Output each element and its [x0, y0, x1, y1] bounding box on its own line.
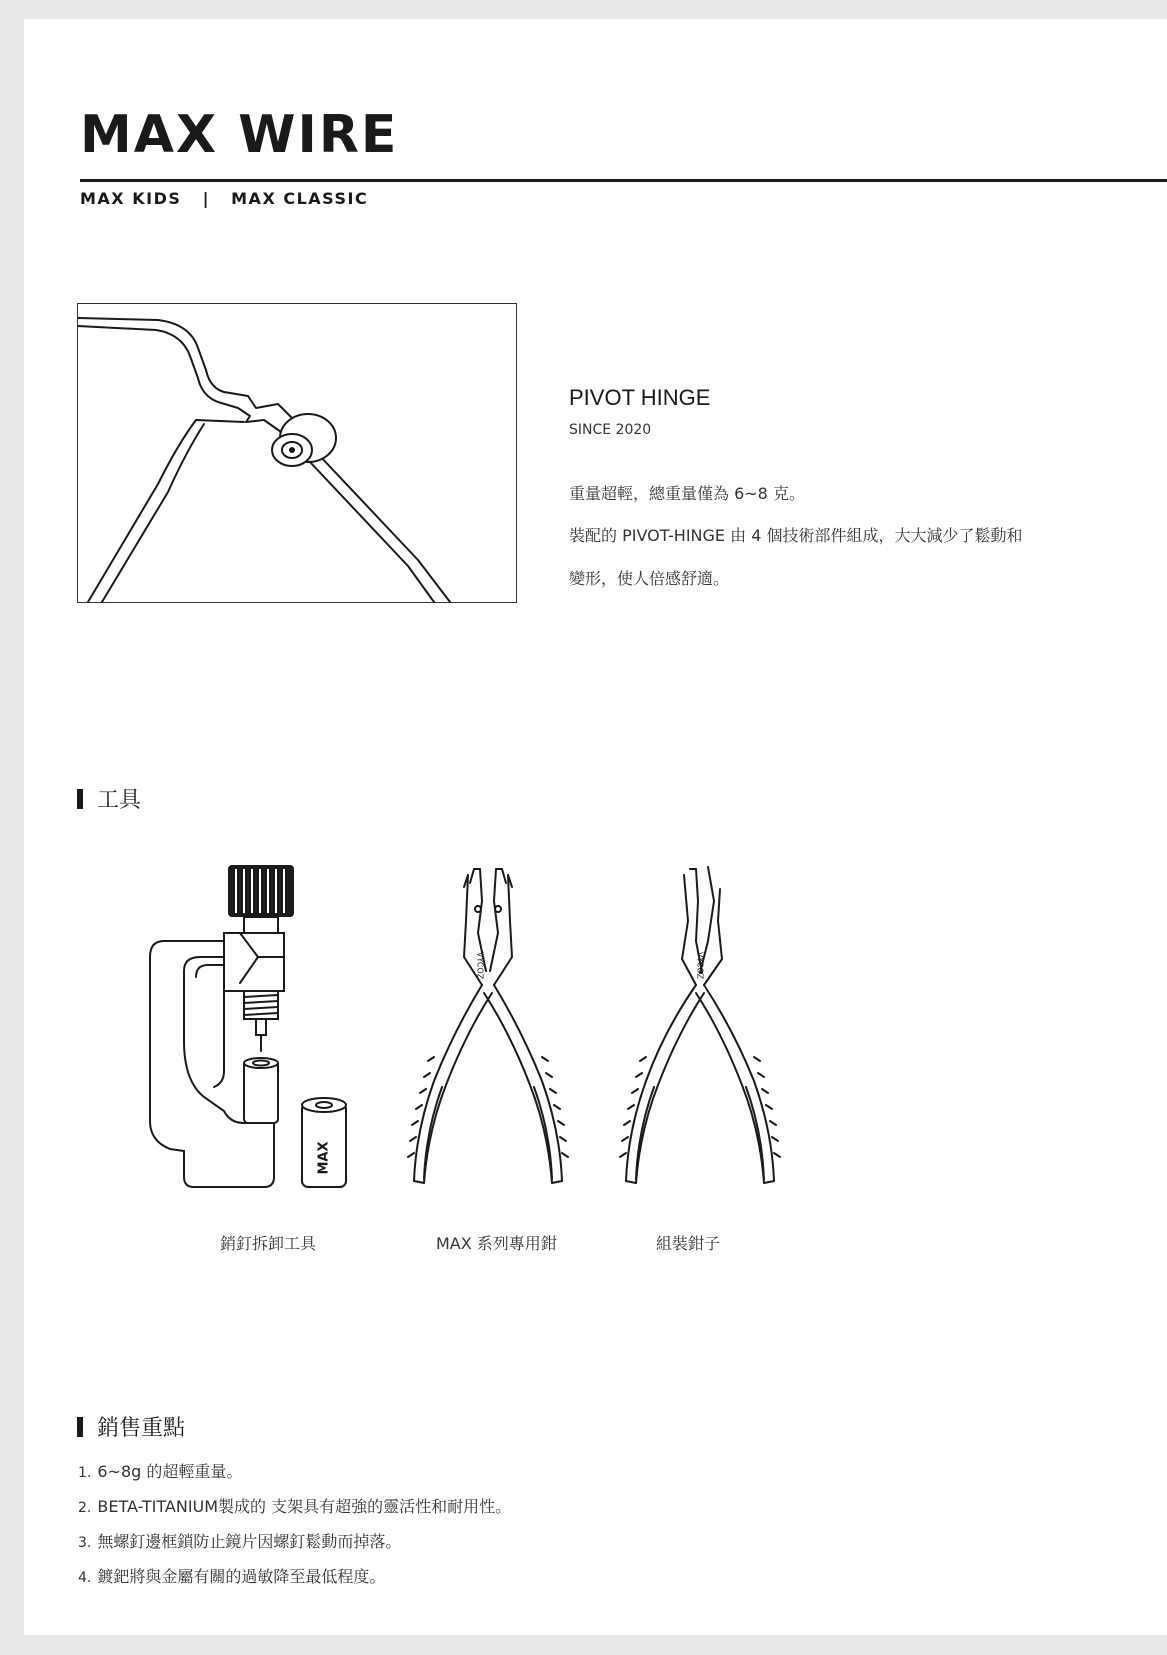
page-subtitle: MAX KIDS | MAX CLASSIC: [80, 189, 369, 208]
page-title: MAX WIRE: [80, 105, 399, 165]
feature-since: SINCE 2020: [569, 422, 652, 438]
tools-heading-label: 工具: [97, 788, 142, 813]
tool-label: 銷釘拆卸工具: [220, 1234, 317, 1253]
list-number: 1.: [78, 1465, 92, 1481]
feature-line: 裝配的 PIVOT-HINGE 由 4 個技術部件組成，大大減少了鬆動和: [569, 526, 1023, 545]
feature-line: 重量超輕，總重量僅為 6~8 克。: [569, 484, 805, 503]
list-text: 鍍鈀將與金屬有關的過敏降至最低程度。: [97, 1567, 386, 1586]
list-text: 無螺釘邊框鎖防止鏡片因螺釘鬆動而掉落。: [97, 1532, 402, 1551]
tool-engraving: MAX: [316, 1141, 332, 1175]
heading-marker-icon: [77, 789, 83, 809]
sales-heading: [77, 1411, 185, 1442]
list-text: 6~8g 的超輕重量。: [97, 1462, 243, 1481]
tool-label: MAX 系列專用鉗: [436, 1234, 557, 1253]
page: [24, 19, 1167, 1635]
list-number: 3.: [78, 1535, 92, 1551]
tool-label: 組裝鉗子: [656, 1234, 721, 1253]
tools-heading: [77, 783, 141, 814]
sales-heading-label: 銷售重點: [97, 1416, 186, 1441]
tool-engraving: VYCOZ: [475, 951, 485, 980]
list-item: [78, 1564, 511, 1599]
heading-marker-icon: [77, 1417, 83, 1437]
pin-removal-tool-illustration: [144, 861, 384, 1191]
max-pliers-illustration: [394, 861, 584, 1201]
list-item: [78, 1494, 511, 1529]
title-divider: [80, 179, 1167, 182]
hinge-illustration: [77, 303, 517, 603]
feature-title: PIVOT HINGE: [569, 385, 711, 410]
list-item: [78, 1529, 511, 1564]
sales-points-list: [78, 1459, 511, 1599]
assembly-pliers-illustration: [604, 861, 794, 1201]
list-number: 2.: [78, 1500, 92, 1516]
list-number: 4.: [78, 1570, 92, 1586]
list-item: [78, 1459, 511, 1494]
tool-engraving: VYCOZ: [695, 951, 705, 980]
feature-line: 變形，使人倍感舒適。: [569, 569, 730, 588]
list-text: BETA-TITANIUM製成的 支架具有超強的靈活性和耐用性。: [97, 1497, 512, 1516]
